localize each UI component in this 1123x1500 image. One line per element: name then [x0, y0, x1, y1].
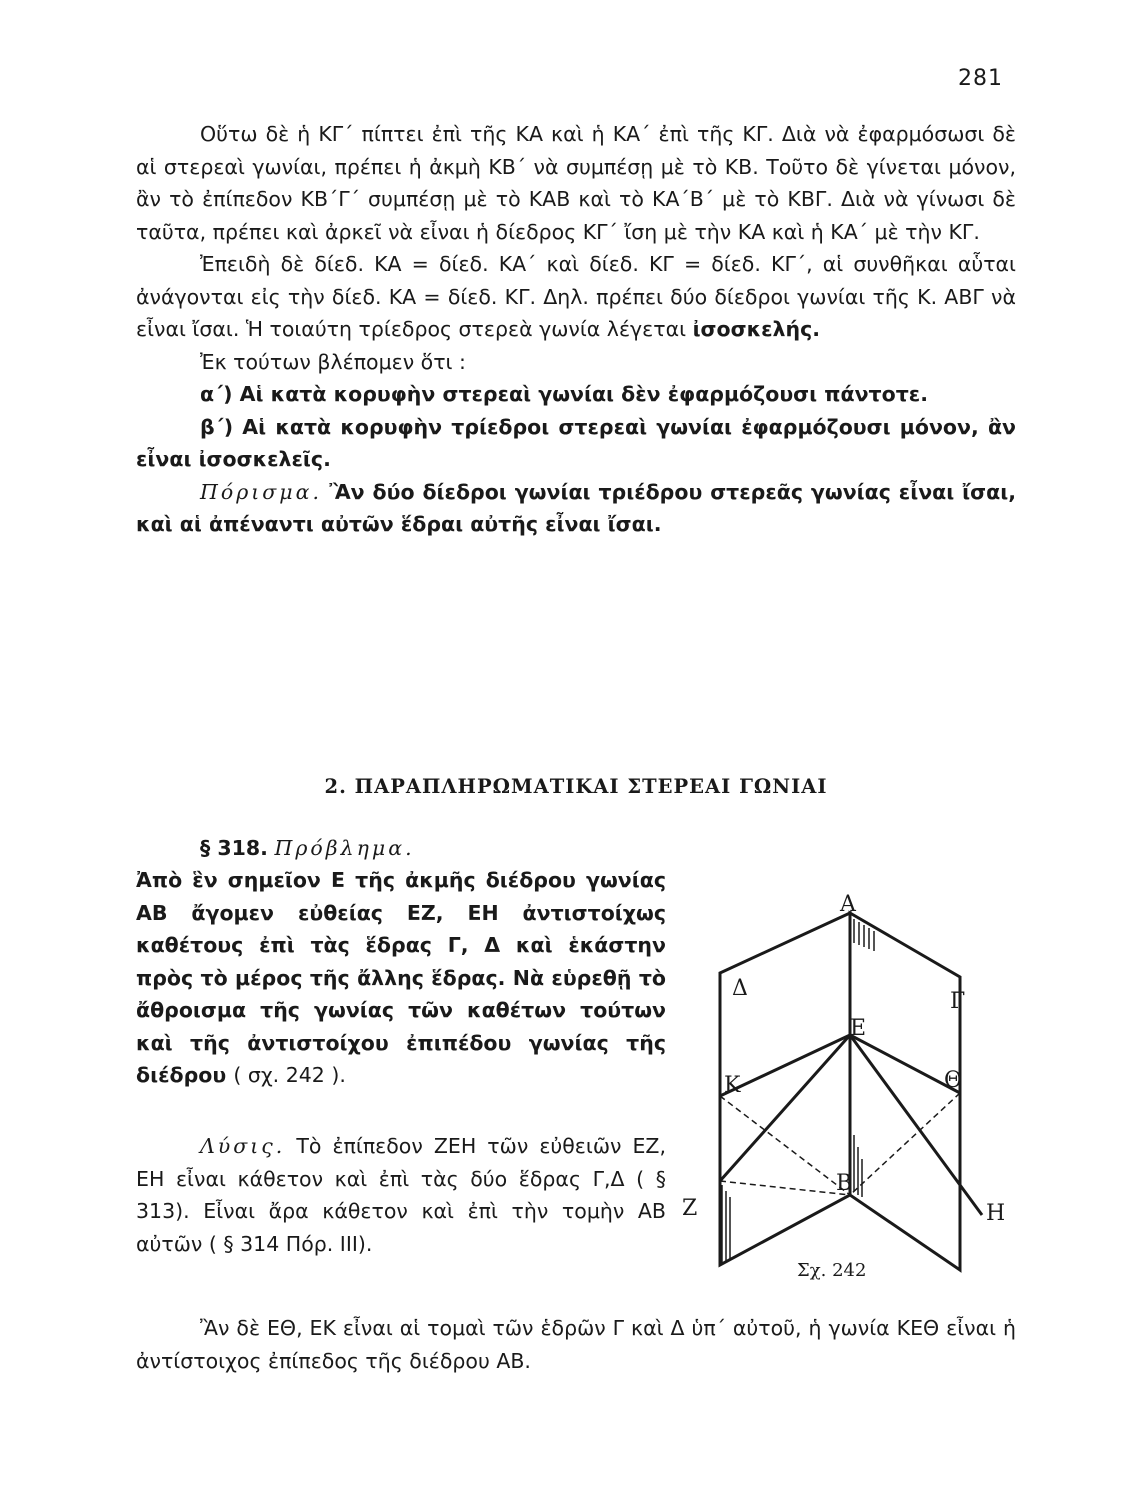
problem-body	[136, 864, 666, 1092]
section-heading: 2. ΠΑΡΑΠΛΗΡΩΜΑΤΙΚΑΙ ΣΤΕΡΕΑΙ ΓΩΝΙΑΙ	[324, 775, 828, 798]
corollary-text: Ἂν δύο δίεδροι γωνίαι τριέδρου στερεᾶς γωνίας εἶναι ἴσαι, καὶ αἱ ἀπέναντι αὐτῶν ἕδραι αὐτῆς εἶναι ἴσαι.	[136, 479, 1016, 536]
corollary-label: Πόρισμα.	[200, 479, 322, 504]
label-A: Α	[840, 892, 856, 917]
label-K: Κ	[724, 1073, 741, 1098]
line-EH	[850, 1035, 982, 1215]
paragraph-group-top	[136, 118, 1016, 541]
solution-statement: Τὸ ἐπίπεδον ΖΕΗ τῶν εὐθειῶν ΕΖ, ΕΗ εἶναι κάθετον καὶ ἐπὶ τὰς δύο ἕδρας Γ,Δ ( § 313). Εἶναι ἄρα κάθετον καὶ ἐπὶ τὴν τομὴν ΑΒ αὐτῶν ( § 314 Πόρ. ΙΙΙ).	[136, 1134, 666, 1256]
figure-caption: Σχ. 242	[797, 1260, 867, 1281]
label-B: Β	[836, 1171, 853, 1196]
label-Th: Θ	[944, 1068, 963, 1093]
dash-KB	[720, 1096, 853, 1196]
problem-text	[136, 864, 666, 1092]
dihedral-faces	[720, 913, 982, 1270]
paragraph-2	[136, 248, 1016, 346]
dash-ZB	[720, 1181, 850, 1195]
problem-intro	[136, 832, 1016, 865]
paragraph-2-term: ἰσοσκελής.	[692, 317, 821, 341]
paragraph-1: Οὕτω δὲ ἡ ΚΓ΄ πίπτει ἐπὶ τῆς ΚΑ καὶ ἡ ΚΑ΄ ἐπὶ τῆς ΚΓ. Διὰ νὰ ἐφαρμόσωσι δὲ αἱ στερεαὶ γωνίαι, πρέπει ἡ ἀκμὴ ΚΒ΄ νὰ συμπέσῃ μὲ τὸ ΚΒ. Τοῦτο δὲ γίνεται μόνον, ἂν τὸ ἐπίπεδον ΚΒ΄Γ΄ συμπέσῃ μὲ τὸ ΚΑΒ καὶ τὸ ΚΑ΄Β΄ μὲ τὸ ΚΒΓ. Διὰ νὰ γίνωσι δὲ ταῦτα, πρέπει καὶ ἀρκεῖ νὰ εἶναι ἡ δίεδρος ΚΓ΄ ἴση μὲ τὴν ΚΑ καὶ ἡ ΚΑ΄ μὲ τὴν ΚΓ.	[136, 122, 1016, 244]
figure-labels	[682, 892, 1005, 1226]
closing-paragraph	[136, 1312, 1016, 1377]
figure-242-diagram	[672, 885, 1032, 1285]
paragraph-5: β΄) Αἱ κατὰ κορυφὴν τρίεδροι στερεαὶ γωνίαι ἐφαρμόζουσι μόνον, ἂν εἶναι ἰσοσκελεῖς.	[136, 414, 1016, 471]
problem-statement: Ἀπὸ ἓν σημεῖον Ε τῆς ἀκμῆς διέδρου γωνίας ΑΒ ἄγομεν εὐθείας ΕΖ, ΕΗ ἀντιστοίχως καθέτους ἐπὶ τὰς ἕδρας Γ, Δ καὶ ἑκάστην πρὸς τὸ μέρος τῆς ἄλλης ἕδρας. Νὰ εὑρεθῇ τὸ ἄθροισμα τῆς γωνίας τῶν καθέτων τούτων καὶ τῆς ἀντιστοίχου ἐπιπέδου γωνίας τῆς διέδρου	[136, 868, 666, 1087]
solution-text	[136, 1130, 666, 1260]
figure-reference: ( σχ. 242 ).	[233, 1063, 346, 1087]
solution-body	[136, 1130, 666, 1260]
problem-first-line	[136, 832, 1016, 865]
page-number: 281	[958, 66, 1003, 91]
label-G: Γ	[950, 989, 966, 1014]
paragraph-2-text: Ἐπειδὴ δὲ δίεδ. ΚΑ = δίεδ. ΚΑ΄ καὶ δίεδ. ΚΓ = δίεδ. ΚΓ΄, αἱ συνθῆκαι αὗται ἀνάγονται εἰς τὴν δίεδ. ΚΑ = δίεδ. ΚΓ. Δηλ. πρέπει δύο δίεδροι γωνίαι τῆς Κ. ΑΒΓ νὰ εἶναι ἴσαι. Ἡ τοιαύτη τρίεδρος στερεὰ γωνία λέγεται	[136, 252, 1016, 341]
problem-label: Πρόβλημα.	[274, 836, 415, 860]
paragraph-6	[136, 476, 1016, 541]
closing-text: Ἂν δὲ ΕΘ, ΕΚ εἶναι αἱ τομαὶ τῶν ἑδρῶν Γ καὶ Δ ὑπ΄ αὐτοῦ, ἡ γωνία ΚΕΘ εἶναι ἡ ἀντίστοιχος ἐπίπεδος τῆς διέδρου ΑΒ.	[136, 1316, 1016, 1373]
label-H: Η	[986, 1201, 1006, 1226]
solution-label: Λύσις.	[200, 1134, 286, 1158]
paragraph-3: Ἐκ τούτων βλέπομεν ὅτι :	[200, 349, 466, 374]
line-EZ	[720, 1035, 850, 1181]
label-D: Δ	[732, 976, 748, 1001]
label-Z: Ζ	[682, 1196, 698, 1221]
section-number: § 318.	[200, 836, 268, 860]
label-E: Ε	[850, 1016, 867, 1041]
paragraph-4: α΄) Αἱ κατὰ κορυφὴν στερεαὶ γωνίαι δὲν ἐφαρμόζουσι πάντοτε.	[200, 382, 928, 406]
